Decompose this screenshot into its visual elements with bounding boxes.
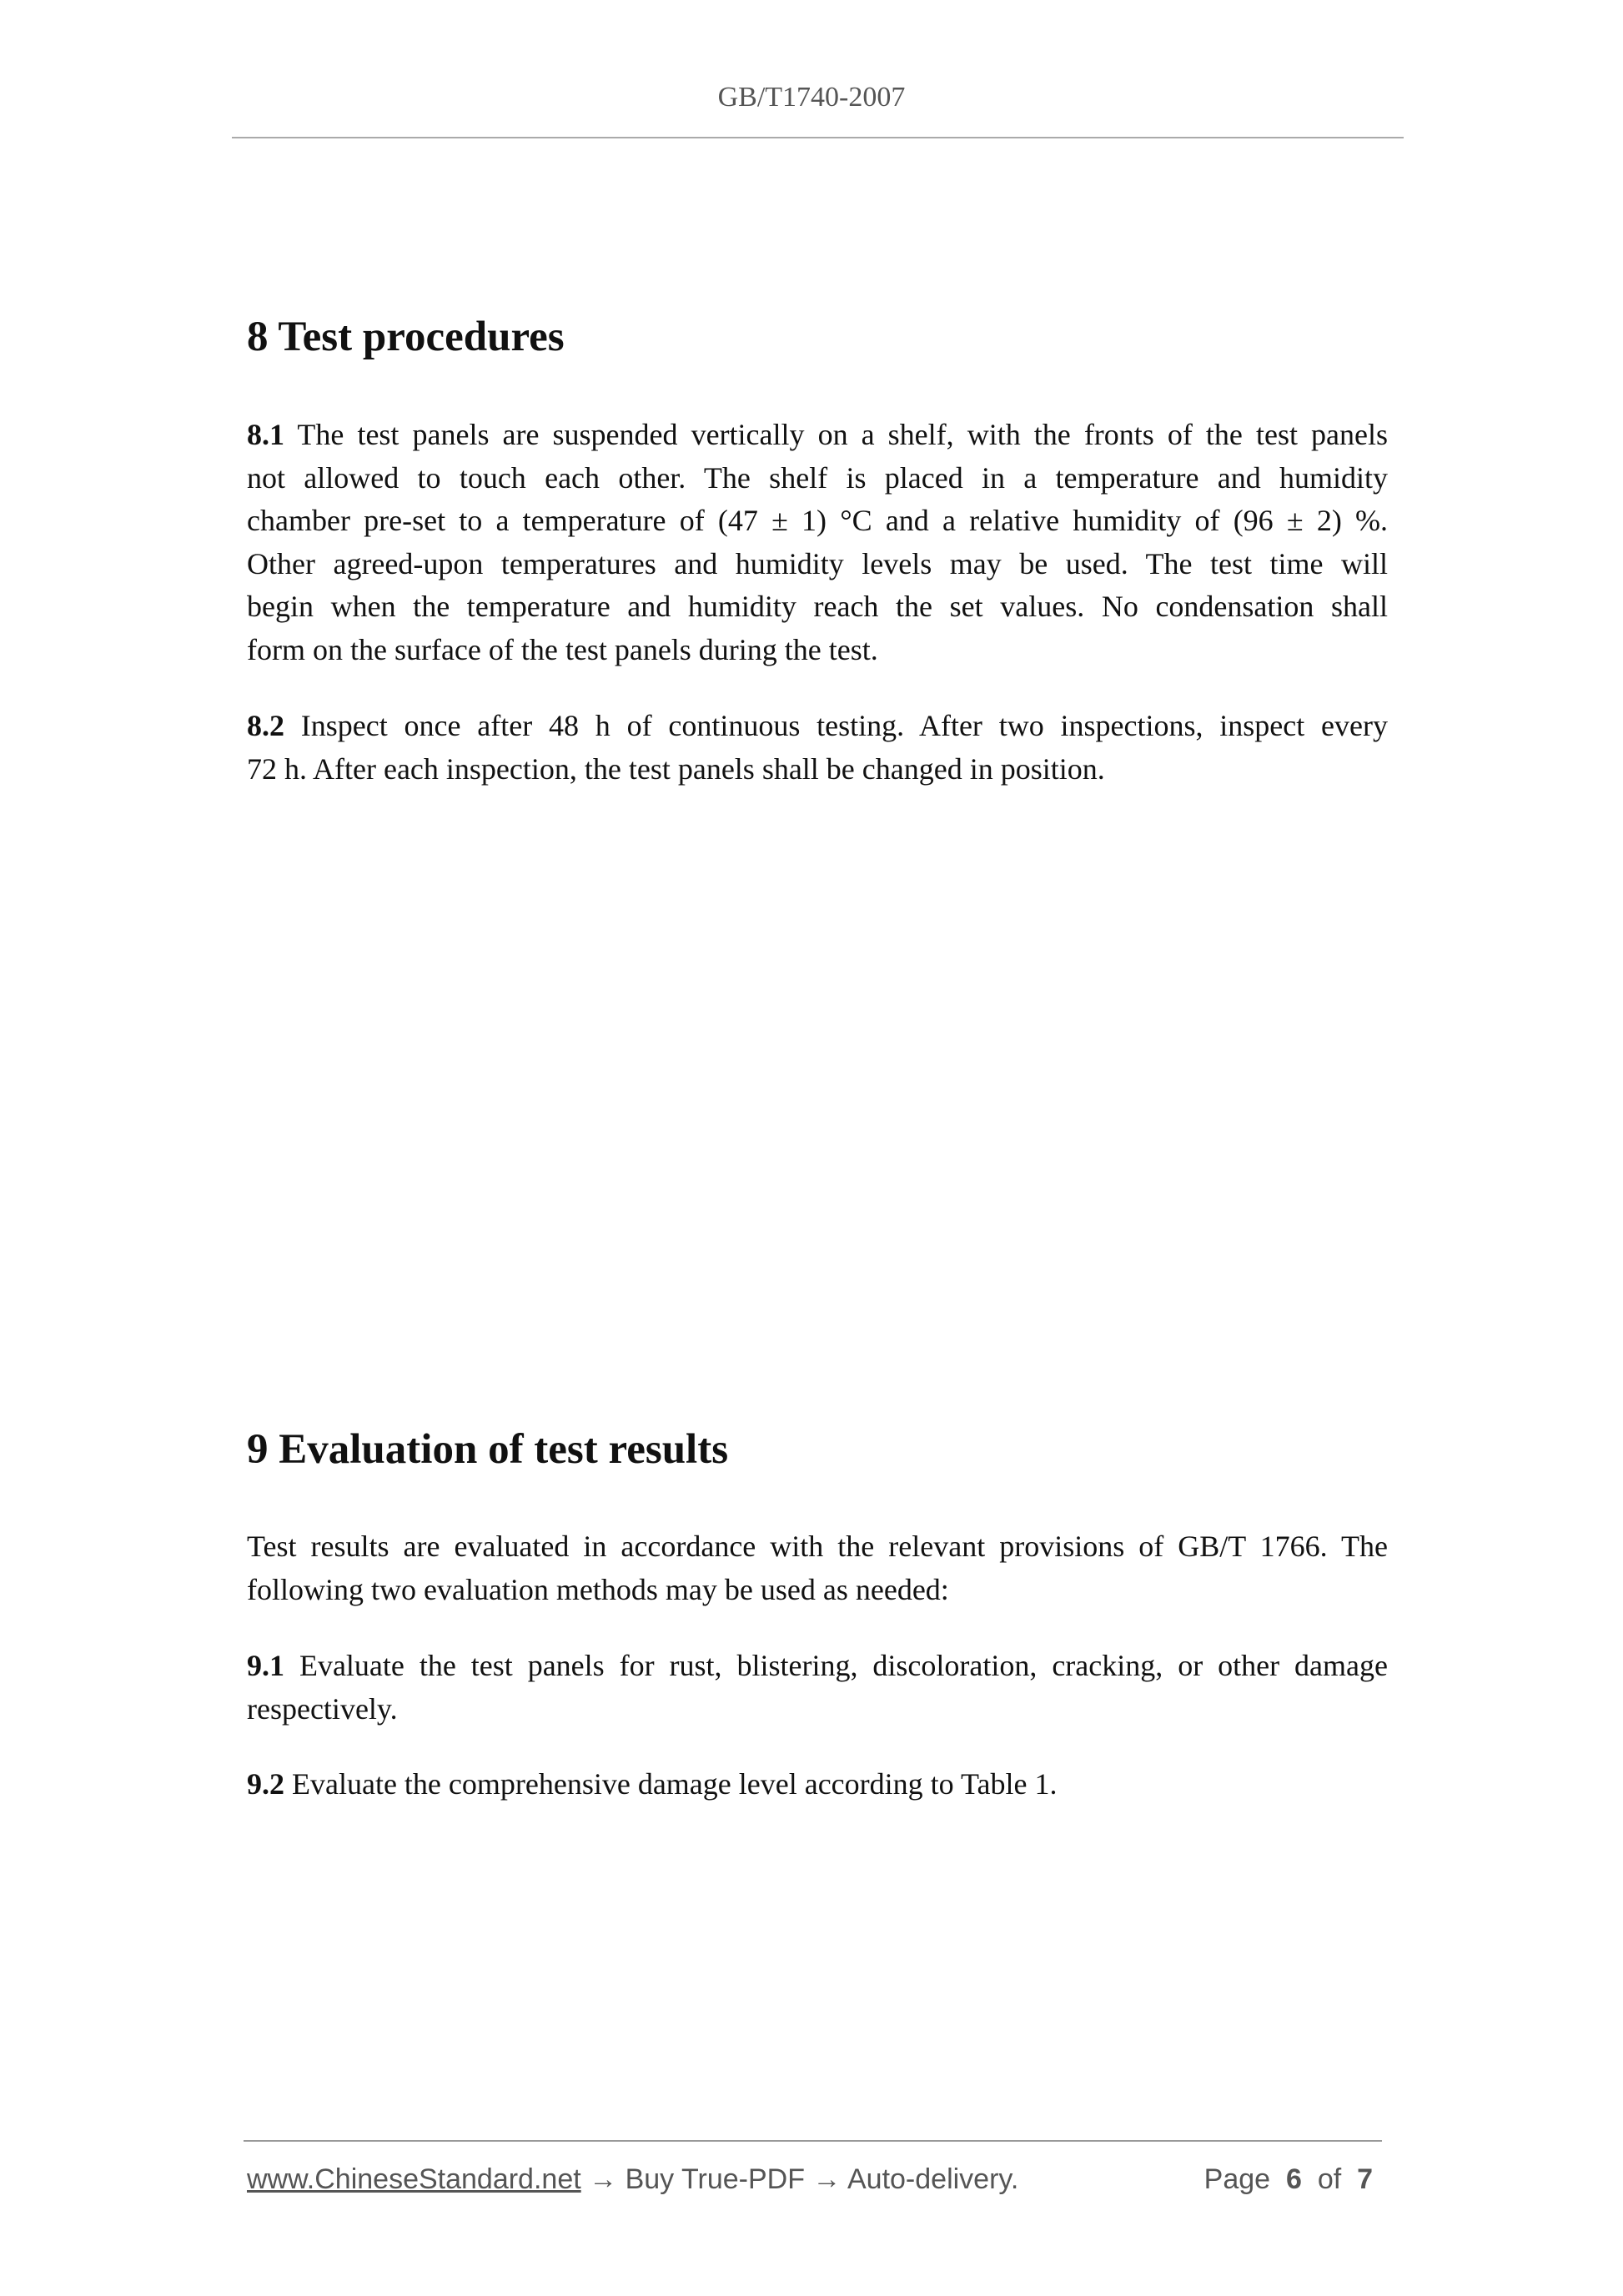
text-line: form on the surface of the test panels during the test. bbox=[247, 632, 878, 666]
text-line: respectively. bbox=[247, 1691, 398, 1726]
paragraph-9-intro bbox=[247, 1525, 1388, 1611]
section-9-heading: 9 Evaluation of test results bbox=[247, 1426, 729, 1473]
text-line: Other agreed-upon temperatures and humidity levels may be used. The test time will bbox=[247, 546, 1388, 580]
text-line: The test panels are suspended vertically on a shelf, with the fronts of the test panels bbox=[284, 418, 1388, 451]
section-8-heading: 8 Test procedures bbox=[247, 314, 565, 360]
clause-number: 9.1 bbox=[247, 1649, 284, 1682]
clause-number: 8.1 bbox=[247, 418, 284, 451]
paragraph-8-1 bbox=[247, 414, 1388, 671]
running-header: GB/T1740-2007 bbox=[717, 82, 906, 113]
page-indicator bbox=[1204, 2163, 1373, 2196]
text-line: not allowed to touch each other. The shelf is placed in a temperature and humidity bbox=[247, 460, 1388, 495]
clause-number: 9.2 bbox=[247, 1767, 284, 1801]
paragraph-9-2 bbox=[247, 1763, 1388, 1806]
text-line: chamber pre-set to a temperature of (47 ± 1) °C and a relative humidity of (96 ± 2) %. bbox=[247, 504, 1388, 537]
text-line: Inspect once after 48 h of continuous testing. After two inspections, inspect every bbox=[284, 709, 1388, 742]
footer-divider bbox=[244, 2140, 1382, 2142]
page-footer bbox=[247, 2163, 1381, 2196]
clause-number: 8.2 bbox=[247, 709, 284, 742]
footer-tagline: → Buy True-PDF → Auto-delivery. bbox=[580, 2163, 1019, 2195]
text-line: Evaluate the comprehensive damage level according to Table 1. bbox=[284, 1767, 1058, 1801]
page-label: Page bbox=[1203, 2163, 1271, 2195]
text-line: following two evaluation methods may be used as needed: bbox=[247, 1572, 949, 1606]
total-pages: 7 bbox=[1357, 2163, 1373, 2195]
page-of: of bbox=[1317, 2163, 1342, 2195]
footer-promo bbox=[247, 2163, 1018, 2196]
text-line: Evaluate the test panels for rust, blistering, discoloration, cracking, or other damage bbox=[284, 1649, 1388, 1682]
website-link[interactable]: www.ChineseStandard.net bbox=[247, 2163, 581, 2195]
paragraph-9-1 bbox=[247, 1645, 1388, 1731]
current-page: 6 bbox=[1285, 2163, 1302, 2195]
header-divider bbox=[232, 137, 1404, 138]
paragraph-8-2 bbox=[247, 705, 1388, 791]
text-line: 72 h. After each inspection, the test panels shall be changed in position. bbox=[247, 751, 1105, 786]
text-line: Test results are evaluated in accordance with the relevant provisions of GB/T 1766. The bbox=[247, 1530, 1388, 1563]
text-line: begin when the temperature and humidity reach the set values. No condensation shall bbox=[247, 590, 1388, 623]
